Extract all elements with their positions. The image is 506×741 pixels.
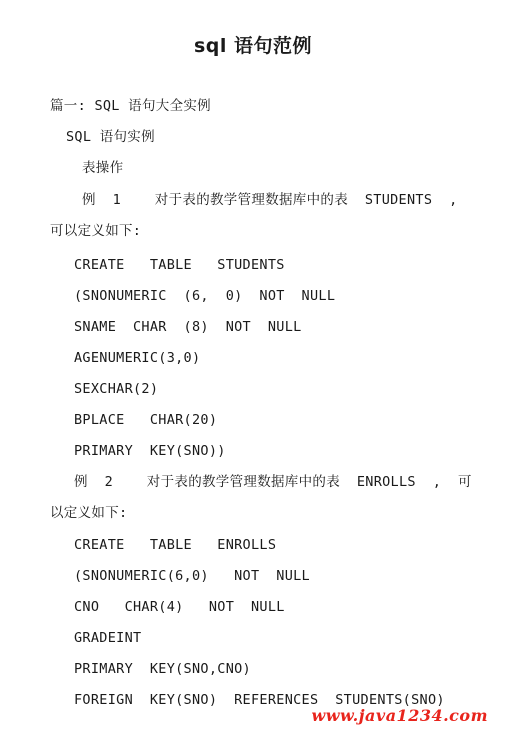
code-line: BPLACE CHAR(20) — [74, 412, 218, 428]
example-1-intro-cont: 可以定义如下: — [50, 223, 142, 239]
subsection-heading: SQL 语句实例 — [66, 129, 155, 145]
code-line: SNAME CHAR (8) NOT NULL — [74, 319, 302, 335]
code-line: (SNONUMERIC (6, 0) NOT NULL — [74, 288, 336, 304]
code-line: SEXCHAR(2) — [74, 381, 159, 397]
code-line: PRIMARY KEY(SNO,CNO) — [74, 661, 251, 677]
code-line: CREATE TABLE ENROLLS — [74, 537, 277, 553]
code-line: PRIMARY KEY(SNO)) — [74, 443, 226, 459]
code-line: (SNONUMERIC(6,0) NOT NULL — [74, 568, 310, 584]
example-2-intro-cont: 以定义如下: — [50, 505, 128, 521]
section-heading: 篇一: SQL 语句大全实例 — [50, 98, 211, 114]
watermark: www.java1234.com — [311, 706, 488, 725]
topic-heading: 表操作 — [82, 160, 124, 176]
example-1-intro: 例 1 对于表的教学管理数据库中的表 STUDENTS , — [82, 192, 458, 208]
code-line: GRADEINT — [74, 630, 142, 646]
code-line: AGENUMERIC(3,0) — [74, 350, 201, 366]
code-line: CREATE TABLE STUDENTS — [74, 257, 285, 273]
example-2-intro: 例 2 对于表的教学管理数据库中的表 ENROLLS , 可 — [74, 474, 472, 490]
code-line: CNO CHAR(4) NOT NULL — [74, 599, 285, 615]
document-title: sql 语句范例 — [193, 35, 313, 57]
code-line: FOREIGN KEY(SNO) REFERENCES STUDENTS(SNO) — [74, 692, 445, 708]
